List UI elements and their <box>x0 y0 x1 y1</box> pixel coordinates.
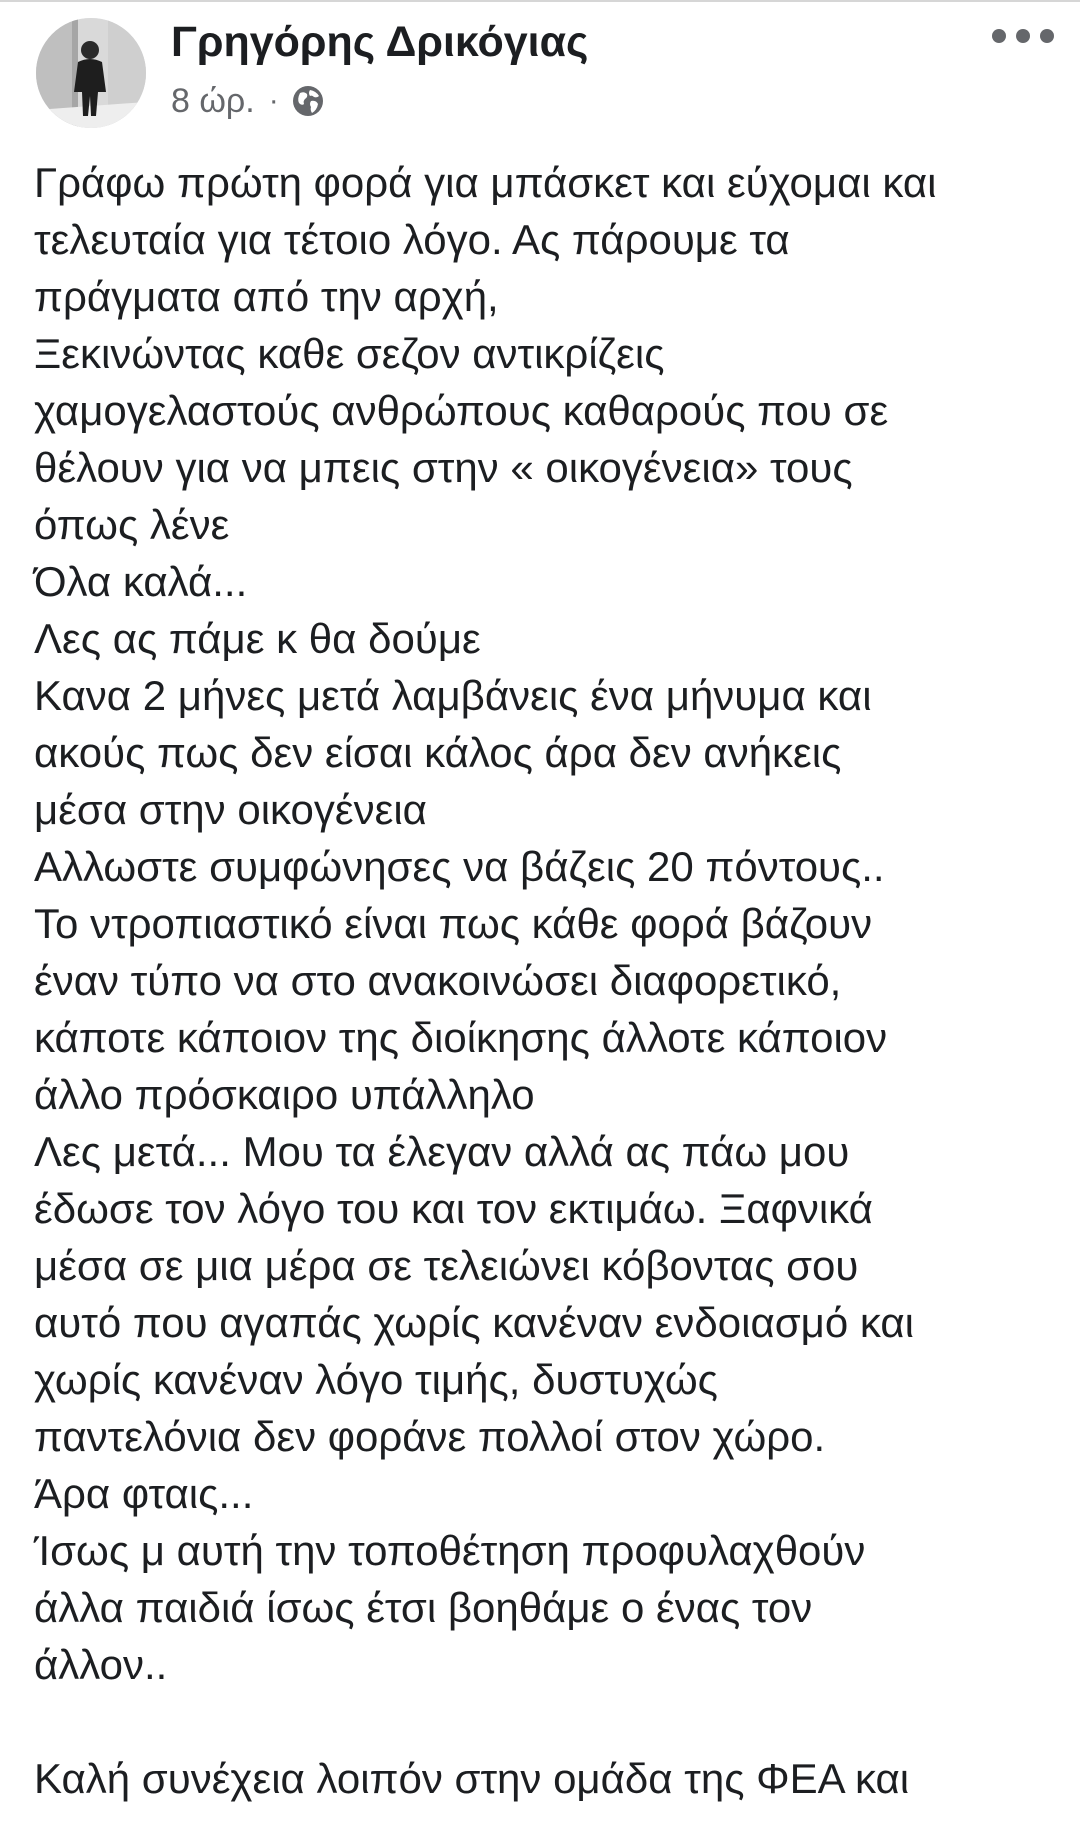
post-text-line: μέσα στην οικογένεια <box>34 786 427 833</box>
post-text-line <box>34 1693 1064 1750</box>
post-text-line: χαμογελαστούς ανθρώπους καθαρούς που σε <box>34 387 889 434</box>
post-text-line: έδωσε τον λόγο του και τον εκτιμάω. Ξαφνικά <box>34 1185 873 1232</box>
post-text <box>34 154 1064 1807</box>
avatar[interactable] <box>36 18 146 128</box>
meta-separator: · <box>268 84 279 117</box>
post-text-line: αυτό που αγαπάς χωρίς κανέναν ενδοιασμό και <box>34 1299 914 1346</box>
post-text-line: Γράφω πρώτη φορά για μπάσκετ και εύχομαι και <box>34 159 937 206</box>
post-text-line: θέλουν για να μπεις στην « οικογένεια» τους <box>34 444 853 491</box>
more-dots-icon <box>990 26 1056 46</box>
post-text-line: Άρα φταις... <box>34 1470 254 1517</box>
post-text-line: άλλα παιδιά ίσως έτσι βοηθάμε ο ένας τον <box>34 1584 813 1631</box>
post-text-line: άλλο πρόσκαιρο υπάλληλο <box>34 1071 535 1118</box>
post-text-line: άλλον.. <box>34 1641 168 1688</box>
post-text-line: Το ντροπιαστικό είναι πως κάθε φορά βάζουν <box>34 900 873 947</box>
post-text-line: Ξεκινώντας καθε σεζον αντικρίζεις <box>34 330 665 377</box>
post-header <box>0 0 1080 130</box>
post-text-line: Καλή συνέχεια λοιπόν στην ομάδα της ΦΕΑ και <box>34 1755 910 1802</box>
post-text-line: Κανα 2 μήνες μετά λαμβάνεις ένα μήνυμα και <box>34 672 872 719</box>
post-text-line: παντελόνια δεν φοράνε πολλοί στον χώρο. <box>34 1413 826 1460</box>
post-text-line: Όλα καλά... <box>34 558 248 605</box>
avatar-photo-icon <box>36 18 146 128</box>
post-text-line: Λες ας πάμε κ θα δούμε <box>34 615 481 662</box>
author-name[interactable]: Γρηγόρης Δρικόγιας <box>171 18 589 66</box>
post-text-line: όπως λένε <box>34 501 230 548</box>
post-text-line: τελευταία για τέτοιο λόγο. Ας πάρουμε τα <box>34 216 790 263</box>
post-text-line: Λες μετά... Μου τα έλεγαν αλλά ας πάω μου <box>34 1128 850 1175</box>
post-text-line: Ίσως μ αυτή την τοποθέτηση προφυλαχθούν <box>34 1527 866 1574</box>
post-text-line: κάποτε κάποιον της διοίκησης άλλοτε κάποιον <box>34 1014 888 1061</box>
post-text-line: έναν τύπο να στο ανακοινώσει διαφορετικό, <box>34 957 842 1004</box>
post-time[interactable]: 8 ώρ. <box>171 81 255 120</box>
globe-icon[interactable] <box>291 84 325 118</box>
post-text-line: χωρίς κανέναν λόγο τιμής, δυστυχώς <box>34 1356 718 1403</box>
post-text-line: μέσα σε μια μέρα σε τελειώνει κόβοντας σου <box>34 1242 859 1289</box>
post-text-line: Αλλωστε συμφώνησες να βάζεις 20 πόντους.. <box>34 843 885 890</box>
more-options-button[interactable] <box>988 14 1058 58</box>
post-text-line: ακούς πως δεν είσαι κάλος άρα δεν ανήκεις <box>34 729 842 776</box>
post-meta <box>171 78 325 124</box>
post-text-line: πράγματα από την αρχή, <box>34 273 499 320</box>
